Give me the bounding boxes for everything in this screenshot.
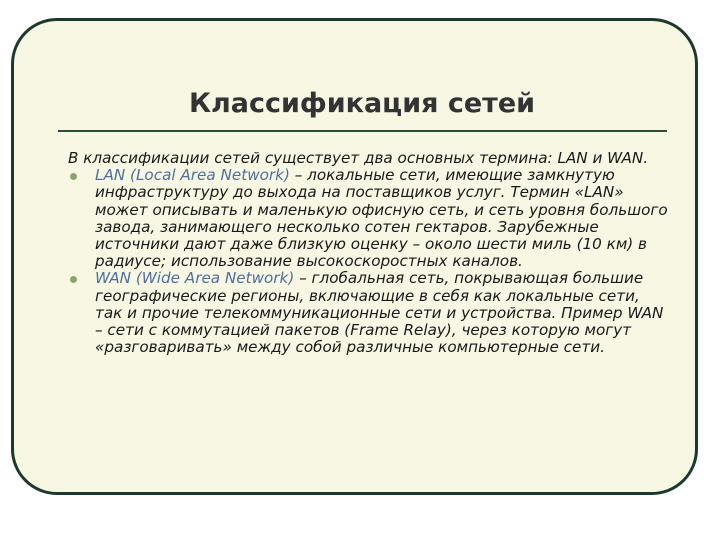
bullet-text-lan: – локальные сети, имеющие замкнутую инфраструктуру до выхода на поставщиков услуг. Термин «LAN» может описывать и маленькую офисную сеть, и сеть уровня большого завода, занимающего несколько сотен гектаров. Зарубежные источники дают даже близкую оценку – около шести миль (10 км) в радиусе; использование высокоскоростных каналов.: [95, 166, 668, 271]
bullet-term-wan: WAN (Wide Area Network): [95, 269, 295, 288]
title-divider: [58, 130, 667, 132]
bullet-dot-icon: [70, 173, 77, 180]
slide-body: [68, 150, 668, 356]
bullet-item-wan: [68, 270, 668, 356]
slide-title: Классификация сетей: [188, 88, 536, 119]
bullet-term-lan: LAN (Local Area Network): [95, 166, 290, 185]
intro-text: В классификации сетей существует два основных термина: LAN и WAN.: [68, 149, 649, 167]
bullet-item-lan: [68, 167, 668, 270]
bullet-text-wan: – глобальная сеть, покрывающая большие географические регионы, включающие в себя как локальные сети, так и прочие телекоммуникационные сети и устройства. Пример WAN – сети с коммутацией пакетов (Frame Relay), через которую могут «разговаривать» между собой различные компьютерные сети.: [95, 269, 664, 357]
bullet-dot-icon: [70, 276, 77, 283]
